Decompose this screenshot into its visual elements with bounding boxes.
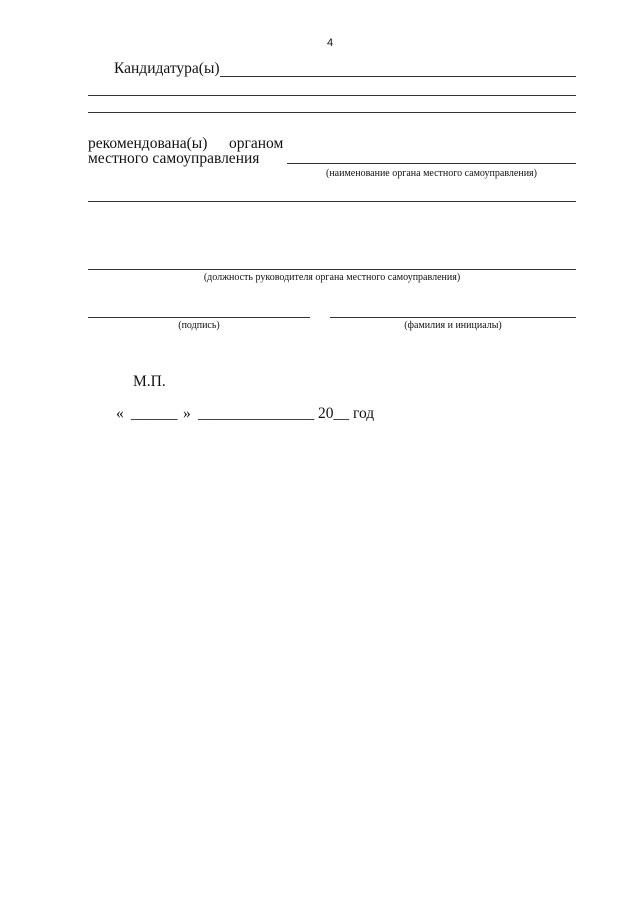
signature-caption: (подпись) [178,320,220,331]
recommended-word-2: органом [229,135,284,152]
head-position-caption: (должность руководителя органа местного самоуправления) [203,272,461,283]
date-day-field[interactable]: ______ [131,405,178,422]
local-authority-field-line-2[interactable] [88,201,576,202]
full-name-field-line[interactable] [330,317,576,318]
date-open-quote: « [116,405,124,422]
date-year-field[interactable]: 20__ [318,405,349,422]
candidates-field-line-2[interactable] [88,95,576,96]
candidates-field-line-3[interactable] [88,112,576,113]
recommended-word-1: рекомендована(ы) [88,135,208,152]
local-authority-caption: (наименование органа местного самоуправления) [325,168,537,179]
date-year-suffix: год [353,405,375,422]
head-position-field-line[interactable] [88,269,576,270]
recommended-line-2: местного самоуправления [88,150,260,167]
page-number: 4 [326,37,334,49]
signature-field-line[interactable] [88,317,310,318]
full-name-caption: (фамилия и инициалы) [404,320,502,331]
candidates-field-line[interactable] [220,76,576,77]
candidates-label: Кандидатура(ы) [114,60,220,77]
local-authority-field-line[interactable] [287,163,576,164]
stamp-place-label: М.П. [133,373,166,390]
date-month-field[interactable]: _______________ [198,405,315,422]
date-close-quote: » [183,405,191,422]
